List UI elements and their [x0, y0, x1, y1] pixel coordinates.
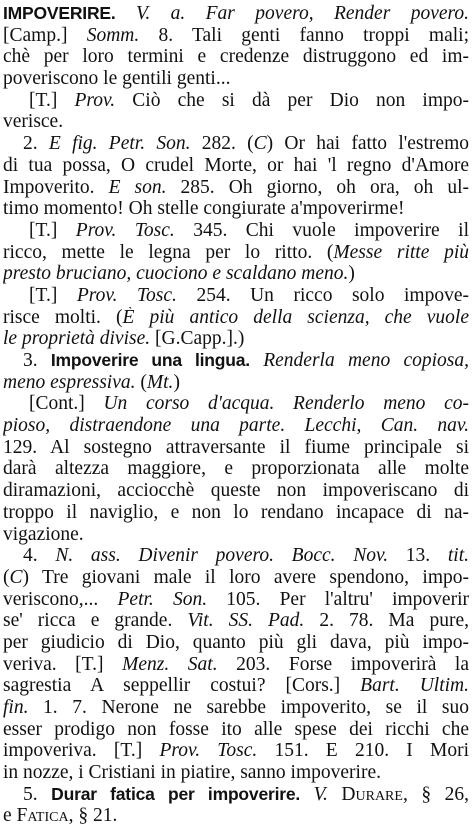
text-run: 254. Un ricco solo impove-	[176, 284, 469, 306]
text-line	[3, 177, 469, 199]
text-run: impoveriva. [T.]	[3, 740, 160, 762]
dictionary-entry	[3, 3, 469, 827]
text-run: 282. (	[190, 133, 254, 155]
text-line	[3, 242, 469, 264]
italic-text: Prov. Tosc.	[159, 740, 258, 762]
italic-text: tit.	[447, 545, 469, 567]
text-run: timo momento! Oh stelle congiurate a'mpoverirme!	[3, 198, 405, 220]
text-line	[3, 567, 469, 589]
text-line	[3, 480, 469, 502]
text-run: poveriscono le gentili genti...	[3, 68, 231, 90]
text-line	[3, 328, 469, 350]
text-line	[3, 307, 469, 329]
italic-text: Un corso d'acqua. Renderlo meno co-	[103, 393, 469, 415]
italic-text: presto bruciano, cuociono e scaldano meno.	[3, 263, 349, 285]
text-line	[3, 415, 469, 437]
text-line	[3, 263, 469, 285]
text-run: 285. Oh giorno, oh ora, oh ul-	[166, 176, 469, 198]
headword: IMPOVERIRE.	[3, 3, 116, 23]
text-line	[3, 740, 469, 762]
italic-text: È più antico della scienza, che vuole	[122, 306, 469, 328]
text-run: 203. Forse impoverirà la	[217, 653, 469, 675]
text-run: [T.]	[29, 284, 77, 306]
text-run	[300, 784, 314, 805]
italic-text: Messe ritte più	[333, 241, 469, 263]
text-run: 1. 7. Nerone ne sarebbe impoverito, se il suo	[28, 697, 469, 718]
text-line	[3, 198, 469, 220]
text-line	[3, 350, 469, 372]
text-run: , § 26,	[402, 783, 469, 805]
italic-text: Prov. Tosc.	[76, 284, 177, 306]
text-run: )	[173, 371, 180, 393]
italic-text: Renderla meno copiosa,	[263, 350, 469, 371]
text-run: Ciò che si dà per Dio non impo-	[115, 89, 469, 111]
text-run: [T.]	[29, 219, 76, 241]
text-run: 151. E 210. I Mori	[257, 740, 469, 762]
text-run: 345. Chi vuole impoverire il	[174, 219, 469, 241]
text-run: 13.	[388, 545, 448, 567]
italic-text: E son.	[108, 176, 167, 198]
text-line	[3, 3, 469, 25]
italic-text: Mt.	[146, 371, 174, 393]
text-run: in nozze, i Cristiani in piatire, sanno impoverire.	[3, 762, 381, 784]
italic-text: Prov. Tosc.	[75, 219, 175, 241]
text-run: (	[135, 371, 147, 393]
text-line	[3, 393, 469, 415]
text-line	[3, 90, 469, 112]
italic-text: le proprietà divise.	[3, 328, 151, 350]
italic-text: Petr. Son.	[117, 588, 208, 610]
italic-text: N. ass. Divenir povero. Bocc. Nov.	[55, 545, 389, 567]
text-line	[3, 502, 469, 524]
text-run: [Cont.]	[29, 393, 104, 415]
text-line	[3, 458, 469, 480]
text-run: 3.	[23, 350, 51, 371]
text-line	[3, 285, 469, 307]
text-line	[3, 719, 469, 741]
text-line	[3, 46, 469, 68]
text-run	[116, 3, 136, 24]
text-run: risce molti. (	[3, 306, 123, 328]
text-line	[3, 524, 469, 546]
text-run: , § 21.	[68, 805, 118, 827]
text-run: verisce.	[3, 111, 64, 133]
text-run: [T.]	[29, 89, 75, 111]
text-line	[3, 589, 469, 611]
text-line	[3, 805, 469, 827]
text-run: per giudicio di Dio, quanto più gli dava, più impo-	[3, 631, 469, 653]
text-run: veriscono,...	[3, 588, 118, 610]
italic-text: Prov.	[74, 89, 116, 111]
text-run: 8. Tali genti fanno troppi mali;	[139, 24, 469, 46]
text-line	[3, 762, 469, 784]
text-run: esser prodigo non fosse ito alle spese dei ricchi che	[3, 718, 469, 740]
text-line	[3, 697, 469, 719]
text-line	[3, 133, 469, 155]
text-line	[3, 654, 469, 676]
headword: Impoverire una lingua.	[50, 350, 250, 370]
text-line	[3, 111, 469, 133]
text-run: )	[348, 263, 355, 285]
text-line	[3, 545, 469, 567]
text-line	[3, 437, 469, 459]
text-run: ) Or hai fatto l'estremo	[266, 133, 469, 155]
text-run: atica	[27, 805, 69, 827]
text-run: (	[3, 566, 10, 588]
text-run: 129. Al sostegno attraversante il fiume principale si	[3, 436, 469, 458]
text-line	[3, 372, 469, 394]
text-line	[3, 25, 469, 47]
italic-text: C	[9, 566, 23, 588]
text-run: 5.	[23, 783, 52, 805]
text-run: 2.	[23, 133, 49, 155]
text-run: 105. Per l'altru' impoverir	[207, 588, 469, 610]
italic-text: Menz. Sat.	[122, 653, 218, 675]
italic-text: pioso, distraendone una parte. Lecchi, Can. nav.	[3, 415, 469, 437]
text-line	[3, 155, 469, 177]
italic-text: meno espressiva.	[3, 371, 136, 393]
text-run: troppo il naviglio, e non lo rendano incapace di na-	[3, 501, 469, 523]
italic-text: Vit. SS. Pad.	[187, 610, 305, 632]
italic-text: fin.	[3, 697, 29, 718]
text-run: sagrestia A seppellir costui? [Cors.]	[3, 675, 361, 697]
text-run: 4.	[23, 545, 56, 567]
text-run: diramazioni, acciocchè queste non impoveriscano di	[3, 480, 469, 502]
text-run: urare	[355, 783, 403, 805]
text-run: e F	[3, 805, 28, 827]
text-run: [Camp.]	[3, 24, 87, 46]
text-run: veriva. [T.]	[3, 653, 123, 675]
text-run: di tua possa, O crudel Morte, or hai 'l regno d'Amore	[3, 154, 469, 176]
text-run: chè per loro termini e credenze distruggono ed im-	[3, 46, 469, 68]
text-line	[3, 784, 469, 806]
text-line	[3, 610, 469, 632]
italic-text: V.	[313, 783, 328, 805]
text-run: se' ricca e grande.	[3, 610, 188, 632]
text-line	[3, 220, 469, 242]
text-run: D	[327, 783, 356, 805]
italic-text: Somm.	[86, 24, 140, 46]
text-run	[250, 350, 263, 371]
text-line	[3, 675, 469, 697]
text-run: [G.Capp.].)	[150, 328, 245, 350]
italic-text: C	[253, 133, 267, 155]
text-run: 2. 78. Ma pure,	[304, 610, 469, 632]
text-run: ricco, mette le legna per lo ritto. (	[3, 241, 334, 263]
text-line	[3, 68, 469, 90]
text-run: Impoverito.	[3, 176, 109, 198]
text-run: ) Tre giovani male il loro avere spendono, impo-	[22, 566, 469, 588]
text-line	[3, 632, 469, 654]
text-run: vigazione.	[3, 523, 84, 545]
headword: Durar fatica per impoverire.	[51, 783, 301, 804]
italic-text: E fig. Petr. Son.	[48, 133, 191, 155]
text-run: darà altezza maggiore, e proporzionata alle molte	[3, 458, 469, 480]
italic-text: V. a. Far povero, Render povero.	[135, 3, 469, 24]
italic-text: Bart. Ultim.	[360, 675, 469, 697]
